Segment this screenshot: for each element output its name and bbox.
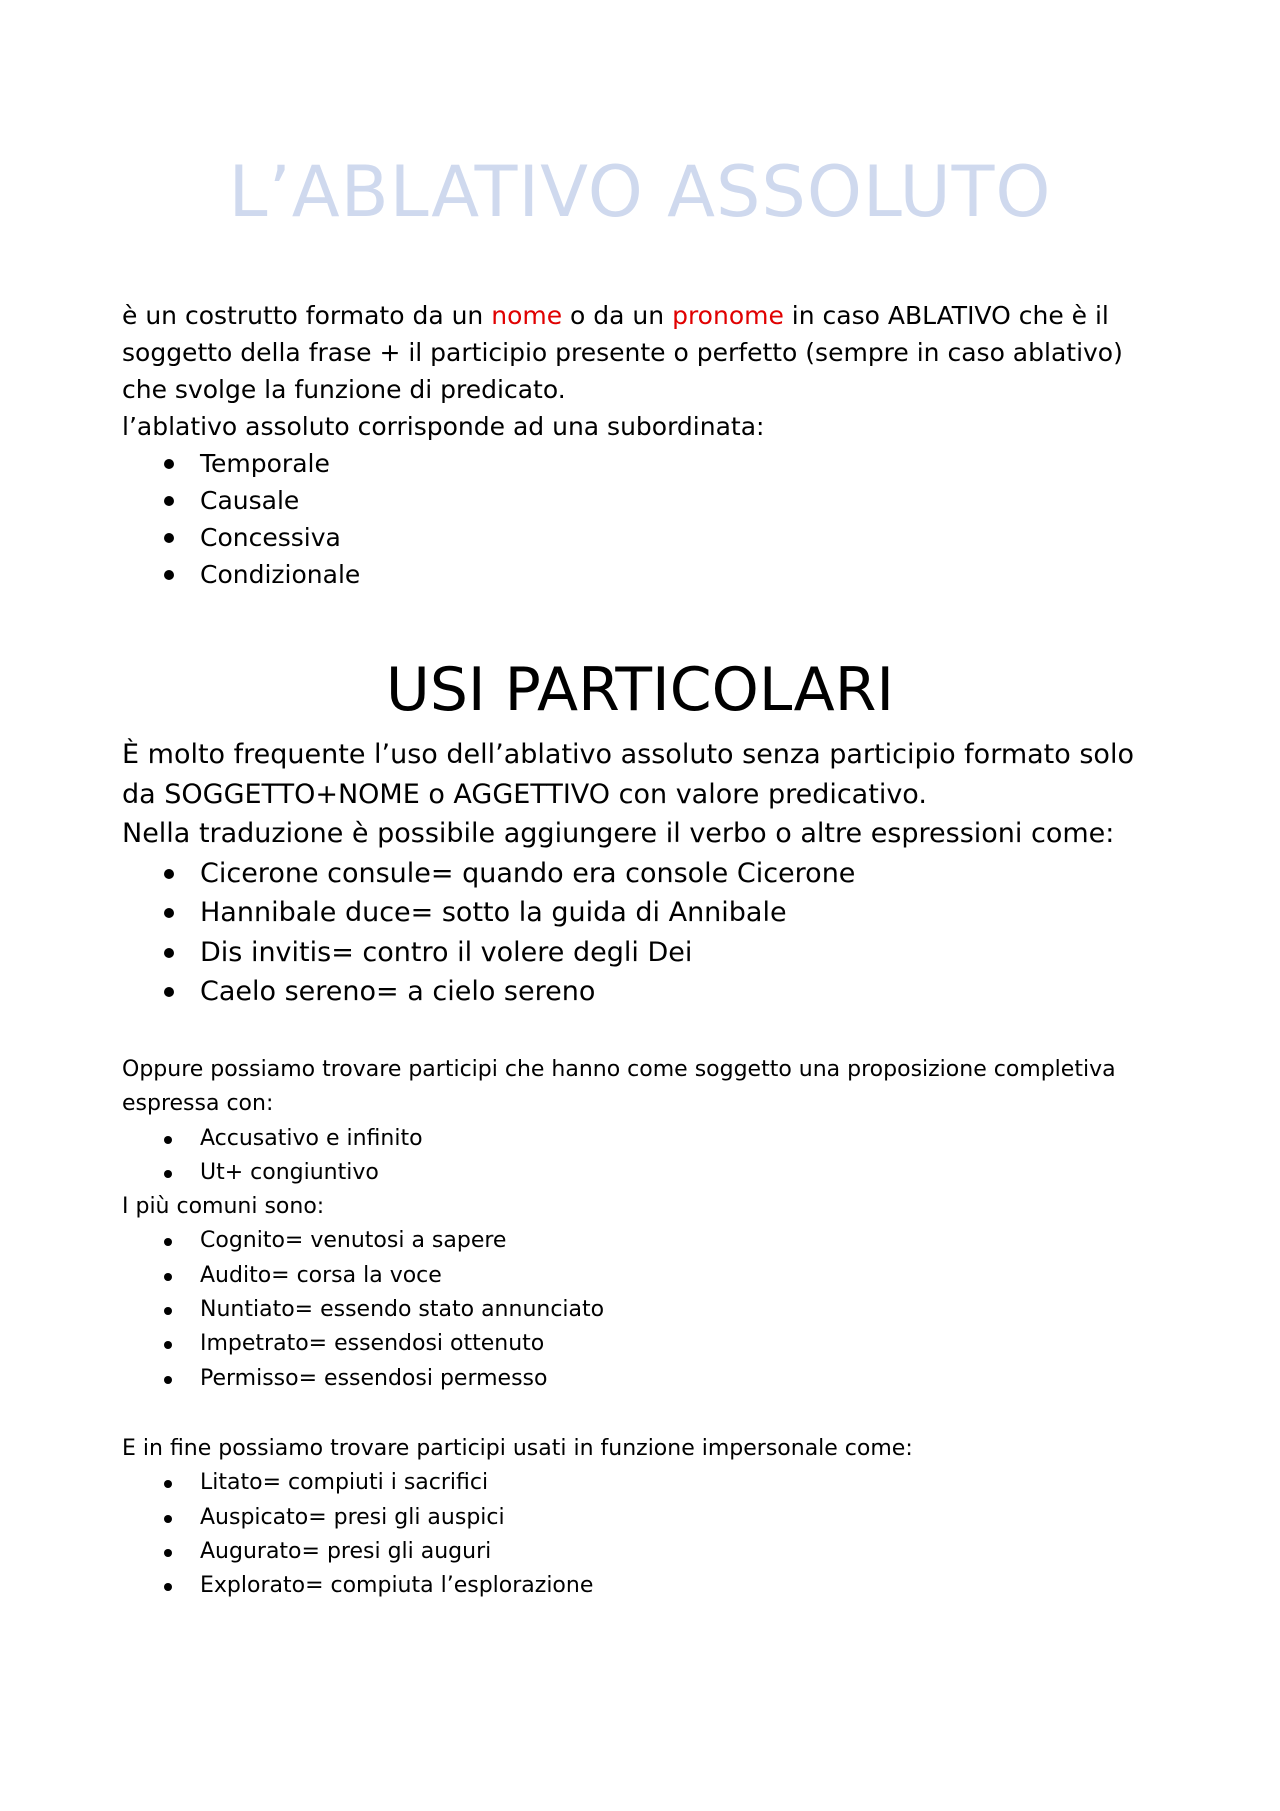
completiva-list <box>122 1122 1172 1191</box>
list-item: Explorato= compiuta l’esplorazione <box>122 1569 1172 1603</box>
list-item: Accusativo e infinito <box>122 1122 1172 1156</box>
list-item: Auspicato= presi gli auspici <box>122 1501 1172 1535</box>
intro-paragraph <box>122 297 1172 408</box>
list-item: Cicerone consule= quando era console Cicerone <box>122 854 1172 894</box>
list-item: Impetrato= essendosi ottenuto <box>122 1327 1172 1361</box>
common-participles-list <box>122 1224 1172 1395</box>
highlight-pronome: pronome <box>672 301 784 330</box>
intro-line-2: l’ablativo assoluto corrisponde ad una subordinata: <box>122 412 765 441</box>
list-item: Temporale <box>122 445 1172 482</box>
section-heading-usi-particolari: USI PARTICOLARI <box>385 655 895 725</box>
list-item: Nuntiato= essendo stato annunciato <box>122 1293 1172 1327</box>
list-item: Hannibale duce= sotto la guida di Annibale <box>122 893 1172 933</box>
list-item: Litato= compiuti i sacrifici <box>122 1466 1172 1500</box>
examples-list <box>122 854 1172 1012</box>
subordinate-list <box>122 445 1172 593</box>
impersonal-participles-list <box>122 1466 1172 1603</box>
usi-particolari-section <box>122 735 1172 1012</box>
list-item: Augurato= presi gli auguri <box>122 1535 1172 1569</box>
list-item: Causale <box>122 482 1172 519</box>
highlight-nome: nome <box>491 301 563 330</box>
list-item: Dis invitis= contro il volere degli Dei <box>122 933 1172 973</box>
section4-paragraph-1: E in fine possiamo trovare participi usati in funzione impersonale come: <box>122 1436 913 1461</box>
list-item: Concessiva <box>122 519 1172 556</box>
list-item: Condizionale <box>122 556 1172 593</box>
intro-text-2: o da un <box>562 301 673 330</box>
list-item: Ut+ congiuntivo <box>122 1156 1172 1190</box>
intro-text-3: in caso ABLATIVO che è il soggetto della frase + il participio presente o perfetto (sempre in caso ablativo) che svolge la funzione di predicato. <box>122 301 1123 404</box>
intro-text-1: è un costrutto formato da un <box>122 301 492 330</box>
list-item: Caelo sereno= a cielo sereno <box>122 972 1172 1012</box>
intro-section <box>122 297 1172 593</box>
list-item: Permisso= essendosi permesso <box>122 1362 1172 1396</box>
impersonal-section <box>122 1432 1172 1603</box>
section2-paragraph-1: È molto frequente l’uso dell’ablativo assoluto senza participio formato solo da SOGGETTO+NOME o AGGETTIVO con valore predicativo. <box>122 739 1134 810</box>
document-title: L’ABLATIVO ASSOLUTO <box>228 151 1052 233</box>
section2-paragraph-2: Nella traduzione è possibile aggiungere il verbo o altre espressioni come: <box>122 818 1115 849</box>
section3-paragraph-1: Oppure possiamo trovare participi che hanno come soggetto una proposizione completiva espressa con: <box>122 1057 1116 1117</box>
list-item: Cognito= venutosi a sapere <box>122 1224 1172 1258</box>
participi-section <box>122 1053 1172 1396</box>
section3-paragraph-2: I più comuni sono: <box>122 1194 325 1220</box>
list-item: Audito= corsa la voce <box>122 1259 1172 1293</box>
